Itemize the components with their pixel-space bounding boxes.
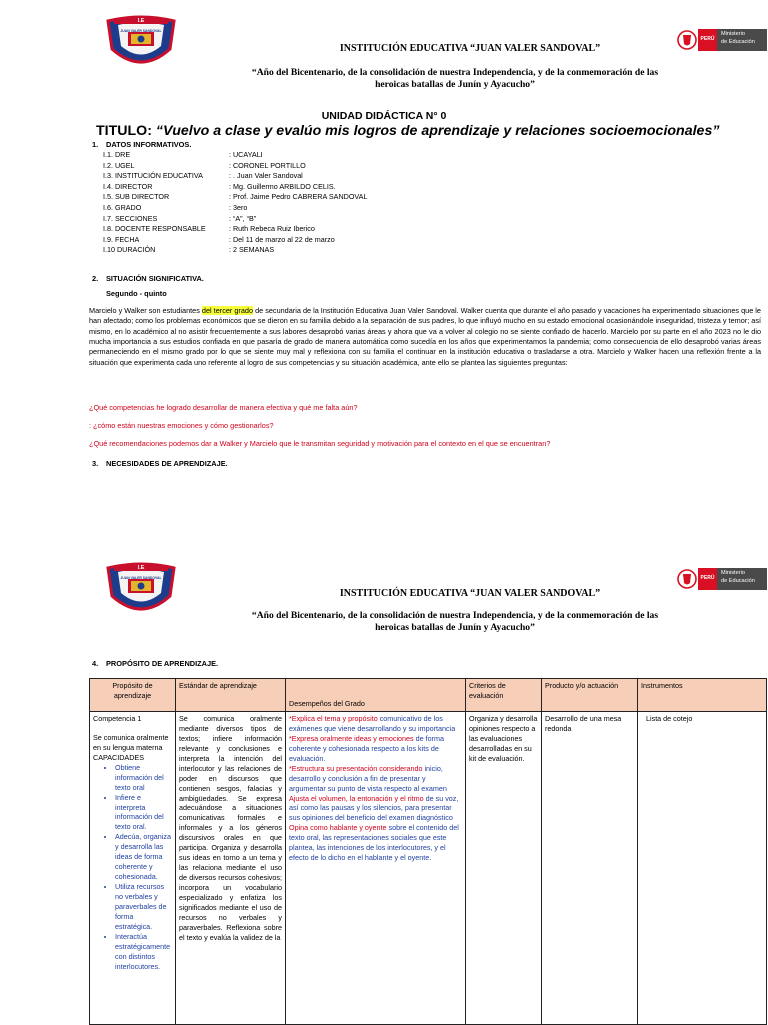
info-value: : Del 11 de marzo al 22 de marzo [229, 234, 335, 244]
desempeno-text: de forma coherente y cohesionada respecto a los kits de evaluación. [289, 733, 445, 763]
desempeno-item [289, 714, 462, 734]
info-value: : . Juan Valer Sandoval [229, 171, 303, 181]
institution-title: INSTITUCIÓN EDUCATIVA “JUAN VALER SANDOVAL” [339, 588, 601, 599]
situation-question-1: ¿Qué competencias he logrado desarrollar de manera efectiva y qué me falta aún? [89, 403, 358, 412]
unit-heading: UNIDAD DIDÁCTICA N° 0 [321, 110, 447, 122]
desempeno-lead: *Estructura su presentación considerando [289, 763, 423, 773]
info-value: : Ruth Rebeca Ruiz Iberico [229, 224, 315, 234]
section-1-label: DATOS INFORMATIVOS. [106, 140, 192, 149]
minedu-ministry-line2: de Educación [721, 578, 755, 584]
instrumentos-cell [638, 712, 767, 1025]
info-label: I.3. INSTITUCIÓN EDUCATIVA [103, 171, 203, 181]
year-motto-line1: “Año del Bicentenario, de la consolidación de nuestra Independencia, y de la conmemoración de las [251, 610, 659, 621]
info-label: I.10 DURACIÓN [103, 245, 156, 255]
section-1-heading [92, 140, 191, 150]
crest-name-text: JUAN VALER SANDOVAL [120, 29, 162, 33]
section-3-label: NECESIDADES DE APRENDIZAJE. [106, 459, 228, 468]
purpose-table [89, 678, 767, 1025]
minedu-country: PERÚ [700, 575, 715, 581]
desempeno-text: de su voz, así como las pausas y los silencios, para presentar sus opiniones del beneficio del examen diagnóstico [289, 793, 459, 823]
capacidades-list [93, 763, 172, 972]
desempeno-text: sobre el contenido del texto oral, las representaciones sociales que este plantea, las intenciones de los interlocutores, y el efecto de lo dicho en el hablante y el oyente. [289, 823, 459, 863]
standard-text: Se comunica oralmente mediante diversos tipos de textos; infiere información relevante y conclusiones e interpreta la intención del interlocutor y las relaciones de poder en discursos que contienen sesgos, falacias y ambigüedades. Se expresa adecuándose a situaciones comunicativas formales e informales y a los géneros discursivos orales en que participa. Organiza y desarrolla sus ideas en torno a un tema y las relaciona mediante el uso de diversos recursos cohesivos; incorpora un vocabulario especializado y enfatiza los significados mediante el uso de recursos no verbales y paraverbales. Reflexiona sobre el texto y evalúa la validez de la [179, 714, 282, 942]
desempeno-item [289, 734, 462, 764]
purpose-table-header-row [90, 679, 767, 712]
crest-top-text: I.E [137, 18, 145, 24]
desempenos-cell [286, 712, 466, 1025]
table-row [90, 712, 767, 1025]
list-item: • Interactúa estratégicamente con distintos interlocutores. [115, 932, 172, 972]
minedu-logo [677, 27, 767, 53]
header-criterios: Criterios de evaluación [466, 679, 542, 712]
minedu-ministry-line2: de Educación [721, 39, 755, 45]
desempeno-text: inicio, desarrollo y conclusión a fin de presentar y argumentar su punto de vista respecto al examen [289, 763, 447, 793]
info-label: I.7. SECCIONES [103, 213, 158, 223]
desempeno-lead: *Expresa oralmente ideas y emociones [289, 733, 414, 743]
situation-question-2: : ¿cómo están nuestras emociones y cómo gestionarlos? [89, 421, 274, 430]
section-4-label: PROPÓSITO DE APRENDIZAJE. [106, 659, 219, 668]
situation-question-3: ¿Qué recomendaciones podemos dar a Walker y Marcielo que le transmitan seguridad y motivación para el contexto en el que se encuentran? [89, 439, 551, 448]
info-value: : UCAYALI [229, 150, 263, 159]
competencia-cell [90, 712, 176, 1025]
desempeno-item [289, 823, 462, 863]
list-item: • Utiliza recursos no verbales y paraverbales de forma estratégica. [115, 882, 172, 932]
desempeno-text: comunicativo de los exámenes que viene desarrollando y su importancia [289, 714, 456, 733]
info-label: I.4. DIRECTOR [103, 181, 153, 191]
unit-title-prefix: TITULO: [96, 123, 156, 139]
criterios-cell [466, 712, 542, 1025]
competencia-label: Competencia 1 [93, 714, 142, 723]
header-proposito: Propósito de aprendizaje [90, 679, 176, 712]
info-value: : Mg. Guillermo ARBILDO CELIS. [229, 181, 336, 191]
instrumentos-text: Lista de cotejo [646, 714, 693, 723]
section-4-heading [92, 659, 218, 669]
section-2-label: SITUACIÓN SIGNIFICATIVA. [106, 274, 204, 283]
info-label: I.2. UGEL [103, 160, 135, 170]
minedu-ministry-line1: Ministerio [721, 31, 745, 37]
section-2-heading [92, 274, 204, 284]
year-motto-line2: heroicas batallas de Junín y Ayacucho” [375, 78, 535, 90]
unit-title [96, 122, 756, 141]
list-item: • Infiere e interpreta información del texto oral. [115, 793, 172, 833]
desempeno-lead: *Explica el tema y propósito [289, 714, 378, 723]
list-item: • Obtiene información del texto oral [115, 763, 172, 793]
header-desempenos: Desempeños del Grado [286, 679, 466, 712]
situation-paragraph [89, 306, 761, 368]
desempeno-lead: Opina como hablante y oyente [289, 823, 387, 833]
section-2-number: 2. [92, 274, 99, 283]
situation-highlight: del tercer grado [201, 306, 254, 315]
producto-cell [542, 712, 638, 1025]
desempeno-item [289, 764, 462, 794]
section-3-heading [92, 459, 228, 469]
minedu-ministry-line1: Ministerio [721, 570, 745, 576]
header-producto: Producto y/o actuación [542, 679, 638, 712]
header-estandar: Estándar de aprendizaje [176, 679, 286, 712]
criterios-text: Organiza y desarrolla opiniones respecto a las evaluaciones desarrolladas en su kit de evaluación. [469, 714, 538, 763]
list-item: • Adecúa, organiza y desarrolla las ideas de forma coherente y cohesionada. [115, 832, 172, 882]
competencia-desc: Se comunica oralmente en su lengua materna [93, 732, 169, 752]
info-value: : CORONEL PORTILLO [229, 160, 306, 170]
minedu-logo [677, 566, 767, 592]
unit-title-quote: “Vuelvo a clase y evalúo mis logros de aprendizaje y relaciones socioemocionales” [155, 123, 720, 139]
desempeno-lead: Ajusta el volumen, la entonación y el ritmo [289, 793, 424, 803]
year-motto [205, 67, 705, 91]
info-label: I.5. SUB DIRECTOR [103, 192, 170, 202]
info-value: : Prof. Jaime Pedro CABRERA SANDOVAL [229, 192, 368, 202]
year-motto-line2: heroicas batallas de Junín y Ayacucho” [375, 621, 535, 633]
crest-name-text: JUAN VALER SANDOVAL [120, 576, 162, 580]
capacidades-label: CAPACIDADES [93, 752, 144, 762]
info-value: : 3ero [229, 202, 248, 212]
minedu-country: PERÚ [700, 36, 715, 42]
info-value: : 2 SEMANAS [229, 245, 275, 255]
year-motto [205, 610, 705, 634]
section-4-number: 4. [92, 659, 99, 668]
info-label: I.6. GRADO [103, 202, 142, 212]
info-label: I.9. FECHA [103, 234, 140, 244]
year-motto-line1: “Año del Bicentenario, de la consolidación de nuestra Independencia, y de la conmemoración de las [251, 67, 659, 78]
section-1-number: 1. [92, 140, 99, 149]
info-value: : “A”, “B” [229, 213, 257, 223]
situation-text-after: de secundaria de la Institución Educativa Juan Valer Sandoval. Walker cuenta que durante el año pasado y vacaciones ha experimentado situaciones que le han afectado; como los problemas económicos que se dieron en su familia debido a la separación de sus padres, lo que influyó mucho en su estado emocional ocasionándole inseguridad, tristeza y temor; así mismo, en lo académico al no asistir frecuentemente a sus labores desaprobó varias áreas y ahora que va a volver al colegio no se siente confiado de hacerlo. Marcielo por su parte en el año 2023 no le dio mucha importancia a sus estudios confiada en que pasaría de grado de manera automática como sucedía en los años que experimentamos la pandemia; como consecuencia de ello desaprobó varias áreas permaneciendo en el mismo grado por lo que se siente muy mal y reflexiona con su familia el continuar en la institución educativa o trasladarse a otra. Marcielo y Walker hacen una reflexión frente a la situación que experimenta cada uno referente al logro de sus competencias y su situación académica, ante ello se plantea las siguientes preguntas: [89, 306, 761, 367]
desempeno-item [289, 794, 462, 824]
situation-text-before: Marcielo y Walker son estudiantes [89, 306, 202, 315]
section-3-number: 3. [92, 459, 99, 468]
institution-title: INSTITUCIÓN EDUCATIVA “JUAN VALER SANDOVAL” [339, 43, 601, 54]
standard-cell [176, 712, 286, 1025]
crest-top-text: I.E [137, 565, 145, 571]
header-instrumentos: Instrumentos [638, 679, 767, 712]
info-label: I.1. DRE [103, 150, 131, 159]
section-2-subhead: Segundo - quinto [106, 289, 167, 298]
producto-text: Desarrollo de una mesa redonda [545, 714, 622, 733]
info-label: I.8. DOCENTE RESPONSABLE [103, 224, 206, 234]
